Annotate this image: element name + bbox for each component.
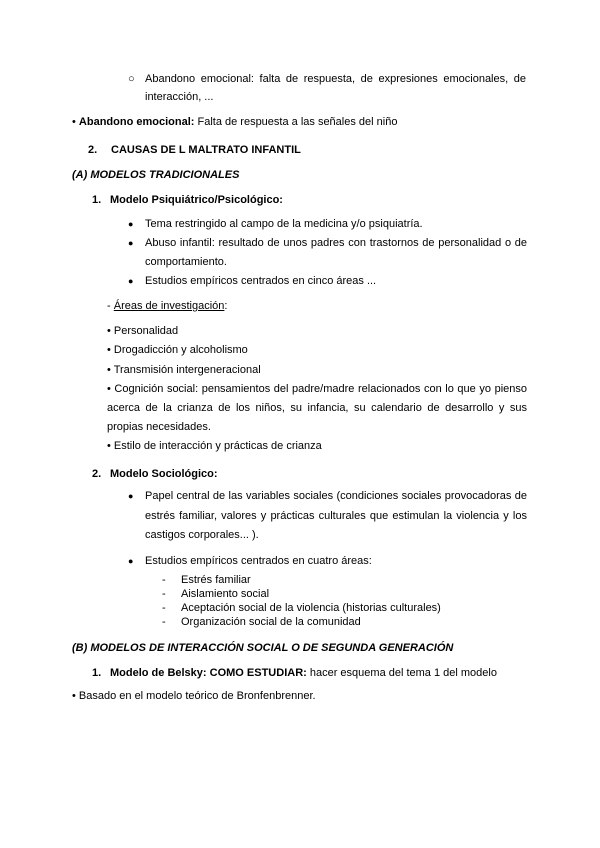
model-title: Modelo de Belsky: COMO ESTUDIAR:: [110, 667, 307, 679]
bullet-item: Estudios empíricos centrados en cinco áreas ...: [145, 275, 377, 287]
model-title: Modelo Psiquiátrico/Psicológico:: [110, 194, 283, 206]
dash-marker: -: [162, 574, 166, 586]
model-number: 1.: [92, 194, 102, 206]
dot-bullet-icon: ●: [128, 276, 134, 286]
area-item: • Transmisión intergeneracional: [107, 364, 261, 376]
dot-bullet-icon: ●: [128, 219, 134, 229]
dash-marker: -: [162, 616, 166, 628]
bronfenbrenner-bullet: • Basado en el modelo teórico de Bronfenbrenner.: [72, 690, 316, 702]
dash-marker: -: [162, 602, 166, 614]
area-item-cont: acerca de la crianza de los niños, su infancia, su calendario de desarrollo y sus: [107, 402, 527, 414]
areas-prefix: -: [107, 300, 114, 312]
belsky-line: [110, 666, 497, 680]
dot-bullet-icon: ●: [128, 556, 134, 566]
hollow-bullet-icon: ○: [128, 73, 135, 85]
sub-bullet-text-cont: interacción, ...: [145, 91, 214, 103]
dash-item: Aislamiento social: [181, 588, 270, 600]
dash-item: Aceptación social de la violencia (historias culturales): [181, 602, 441, 614]
bullet-item-cont: comportamiento.: [145, 256, 227, 268]
dash-marker: -: [162, 588, 166, 600]
areas-label: Áreas de investigación: [113, 300, 225, 312]
section-title: CAUSAS DE L MALTRATO INFANTIL: [111, 144, 301, 156]
area-item: • Personalidad: [107, 325, 179, 337]
section-number: 2.: [88, 144, 98, 156]
dash-item: Organización social de la comunidad: [181, 616, 361, 628]
bullet-item: Abuso infantil: resultado de unos padres con trastornos de personalidad o de: [145, 237, 527, 249]
area-item: • Estilo de interacción y prácticas de crianza: [107, 440, 322, 452]
bullet-item-cont: estrés familiar, valores y prácticas culturales que estimulan la violencia y los: [145, 510, 527, 522]
models-b-heading: (B) MODELOS DE INTERACCIÓN SOCIAL O DE SEGUNDA GENERACIÓN: [72, 642, 454, 654]
sub-bullet-text: Abandono emocional: falta de respuesta, de expresiones emocionales, de: [145, 73, 526, 85]
dash-item: Estrés familiar: [181, 574, 251, 586]
bullet-item-cont: castigos corporales... ).: [145, 529, 259, 541]
bullet-item: Estudios empíricos centrados en cuatro áreas:: [145, 555, 372, 567]
areas-suffix: :: [224, 300, 228, 312]
area-item: • Cognición social: pensamientos del padre/madre relacionados con lo que yo pienso: [107, 383, 527, 395]
bullet-text: Falta de respuesta a las señales del niño: [197, 116, 398, 128]
abandono-bullet: [72, 115, 397, 129]
dot-bullet-icon: ●: [128, 238, 134, 248]
model-title: Modelo Sociológico:: [110, 468, 218, 480]
bullet-glyph: •: [72, 116, 76, 128]
models-a-heading: (A) MODELOS TRADICIONALES: [72, 169, 240, 181]
model-number: 2.: [92, 468, 102, 480]
bullet-item: Tema restringido al campo de la medicina y/o psiquiatría.: [145, 218, 423, 230]
bullet-item: Papel central de las variables sociales (condiciones sociales provocadoras de: [145, 490, 527, 502]
bullet-label: Abandono emocional:: [78, 116, 195, 128]
model-text: hacer esquema del tema 1 del modelo: [309, 667, 497, 679]
model-number: 1.: [92, 667, 102, 679]
area-item: • Drogadicción y alcoholismo: [107, 344, 248, 356]
area-item-cont: propias necesidades.: [107, 421, 211, 433]
dot-bullet-icon: ●: [128, 491, 134, 501]
areas-heading: [107, 299, 227, 313]
